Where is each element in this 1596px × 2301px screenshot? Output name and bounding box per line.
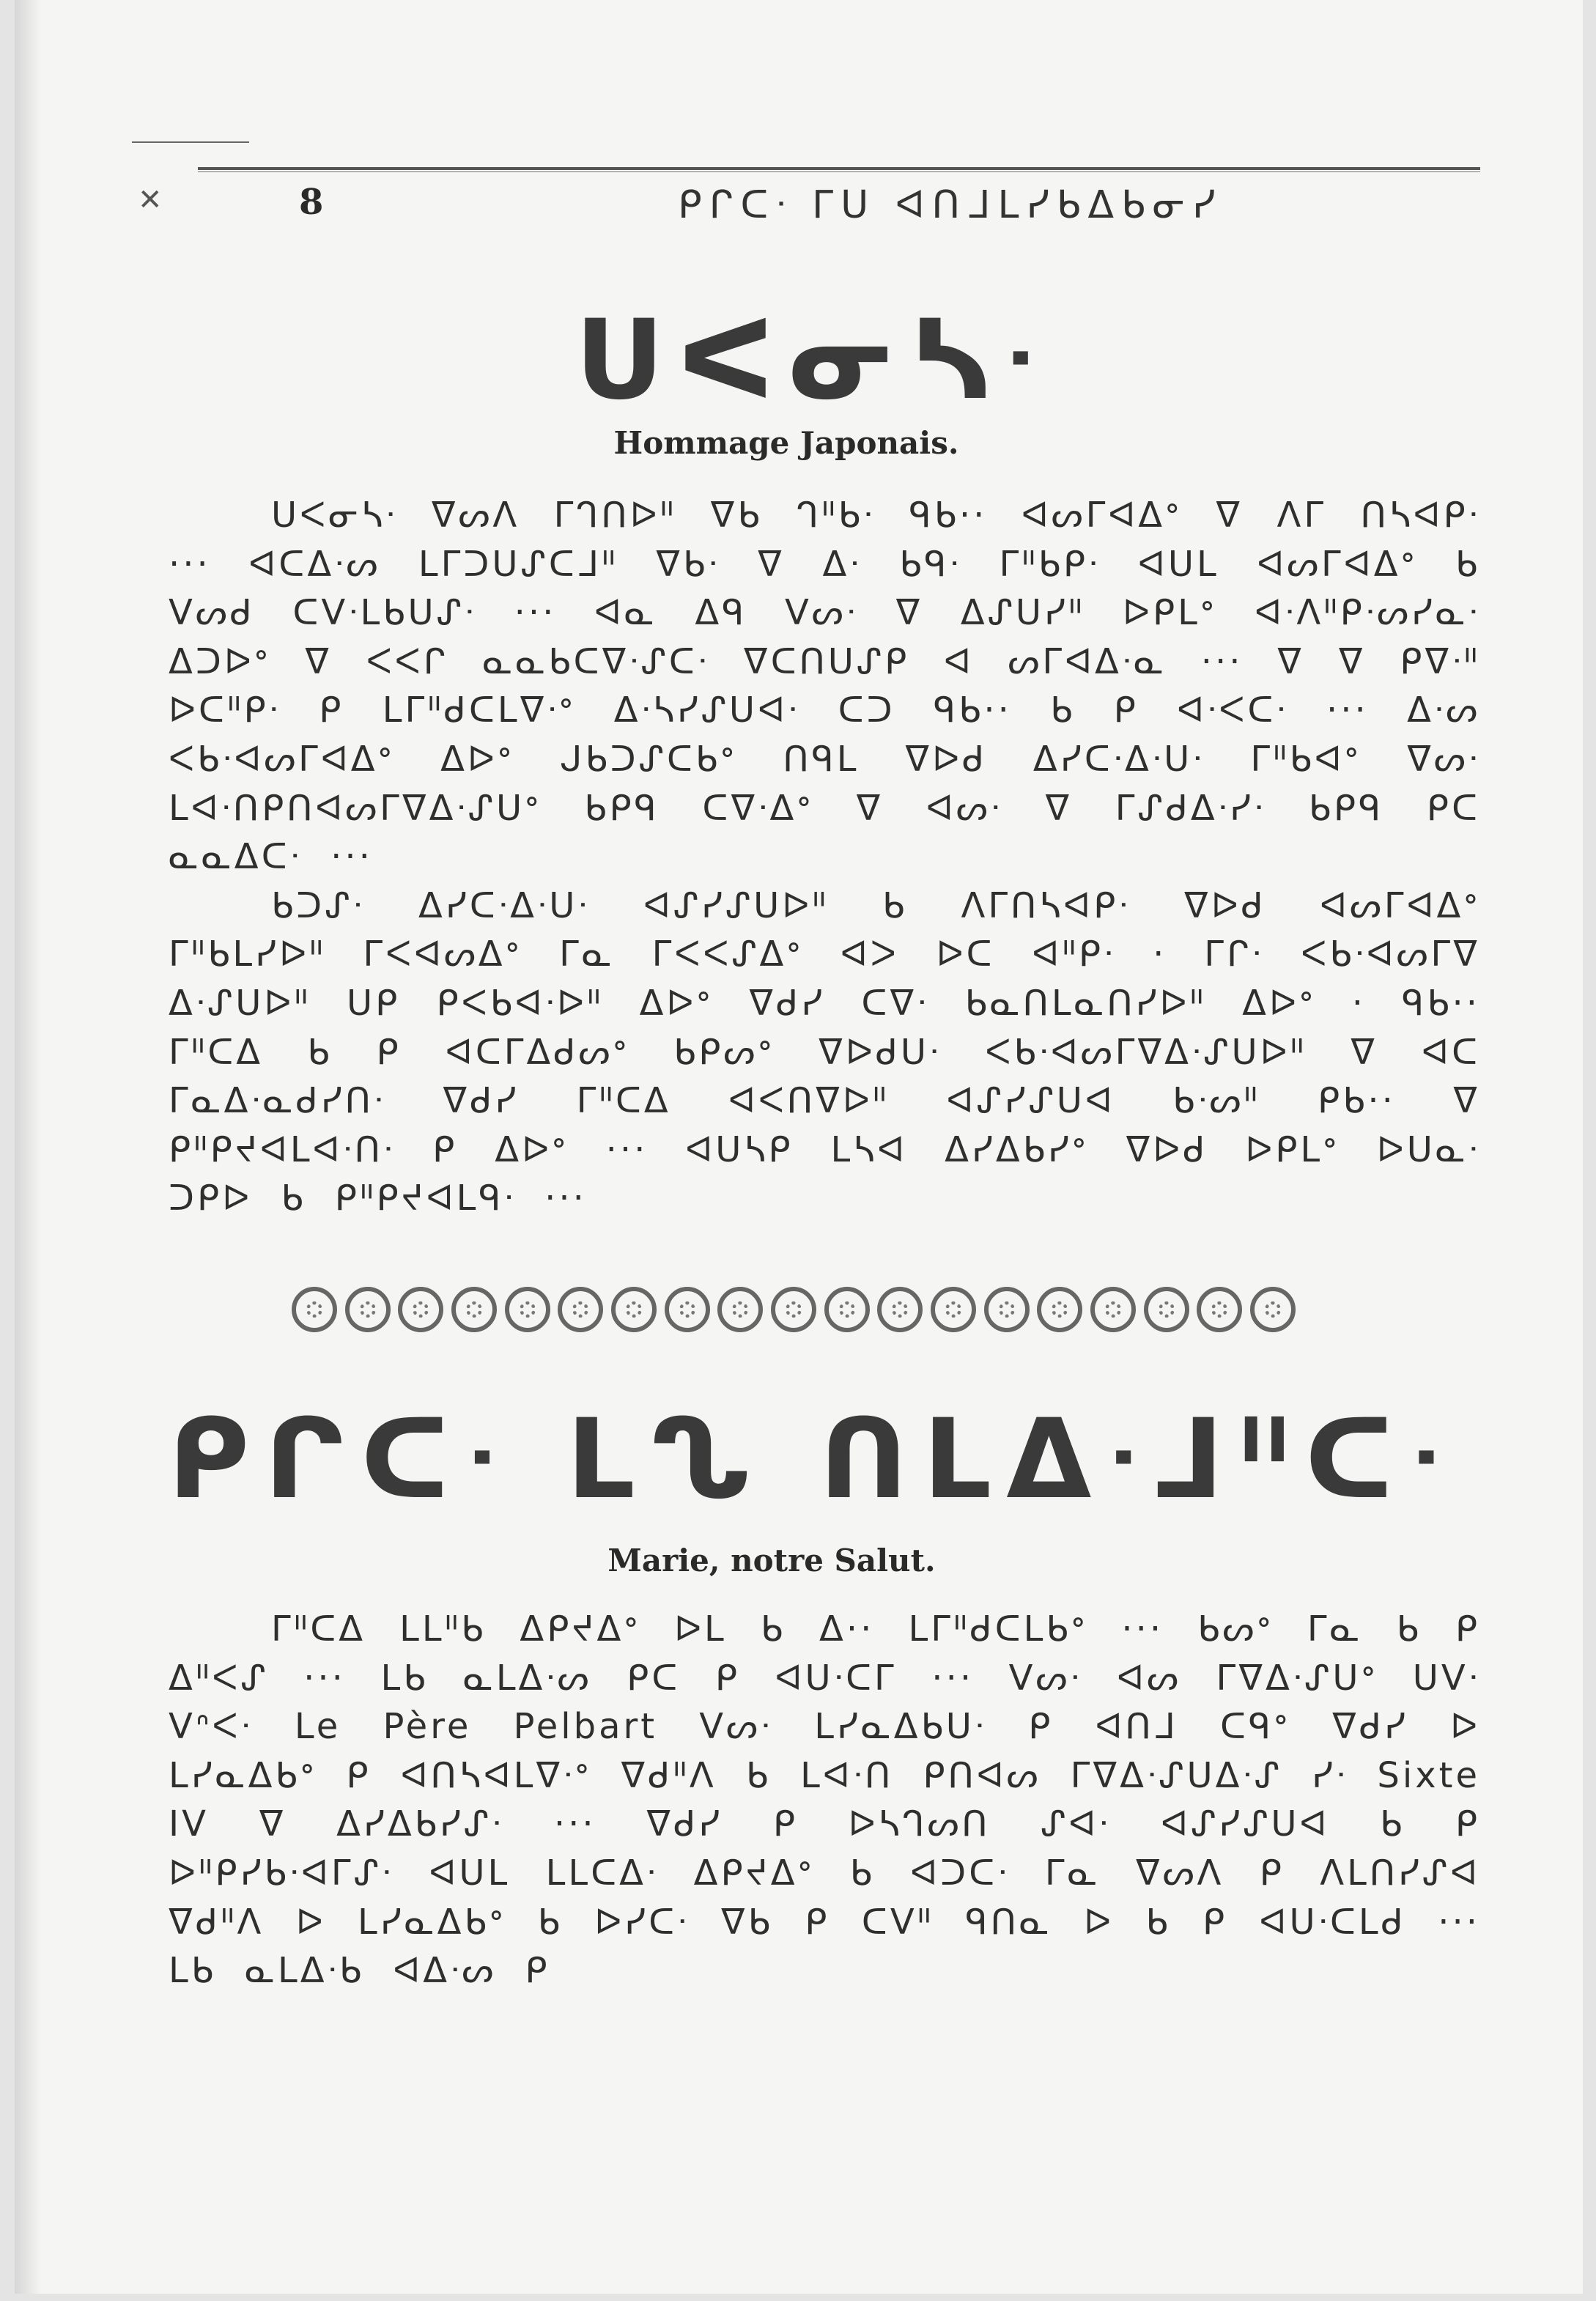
ornament-icon xyxy=(717,1287,763,1332)
ornament-icon xyxy=(292,1287,337,1332)
ornament-icon xyxy=(1144,1287,1189,1332)
ornament-icon xyxy=(1250,1287,1296,1332)
article-1-body xyxy=(169,491,1480,1223)
ornament-icon xyxy=(345,1287,391,1332)
ornament-icon xyxy=(398,1287,443,1332)
article-2-paragraph: ᒥᐦᑕᐃ ᒪᒪᐦᑲ ᐃᑭᔪᐃᐤ ᐅᒪ ᑲ ᐃ·· ᒪᒥᐦᑯᑕᒪᑲᐤ ··· ᑲᔕᐤ ᒥᓇ ᑲ ᑭ ᐃᐦᐸᔑ ··· ᒪᑲ ᓇᒪᐃᐧᔕ ᑭᑕ ᑭ ᐊᑌᐧᑕᒥ ··· ᐯᔕᐧ ᐊᔕ ᒥᐁᐃᐧᔑᑌᐤ ᑌᐯᐧ ᐯᐢᐸᐧ Le Père Pelbart ᐯᔕᐧ ᒪᓯᓇᐃᑲᑌᐧ ᑭ ᐊᑎᒧ ᑕᑫᐤ ᐁᑯᓯ ᐅ ᒪᓯᓇᐃᑲᐤ ᑭ ᐊᑎᓴᐊᒪᐁᐧᐤ ᐁᑯᐦᐱ ᑲ ᒪᐊᐧᑎ ᑭᑎᐊᔕ ᒥᐁᐃᐧᔑᑌᐃᐧᔑ ᓯᐧ Sixte IV ᐁ ᐃᓯᐃᑲᓯᔑᐧ ··· ᐁᑯᓯ ᑭ ᐅᓴᒉᔕᑎ ᔑᐊᐧ ᐊᔑᓯᔑᑌᐊ ᑲ ᑭ ᐅᐦᑭᓯᑲᐧᐊᒥᔑᐧ ᐊᑌᒪ ᒪᒪᑕᐃᐧ ᐃᑭᔪᐃᐤ ᑲ ᐊᑐᑕᐧ ᒥᓇ ᐁᔕᐱ ᑭ ᐱᒪᑎᓯᔑᐊ ᐁᑯᐦᐱ ᐅ ᒪᓯᓇᐃᑲᐤ ᑲ ᐅᓯᑕᐧ ᐁᑲ ᑭ ᑕᐯᐦ ᑫᑎᓇ ᐅ ᑲ ᑭ ᐊᑌᐧᑕᒪᑯ ··· ᒪᑲ ᓇᒪᐃᐧᑲ ᐊᐃᐧᔕ ᑭ xyxy=(169,1609,1480,1992)
article-2-title: ᑭᒋᑕᐧ ᒪᔐ ᑎᒪᐃᐧᒧᐦᑕᐧ xyxy=(167,1396,1458,1523)
page-mark-icon: ✕ xyxy=(138,183,163,217)
ornament-icon xyxy=(931,1287,976,1332)
ornament-icon xyxy=(877,1287,923,1332)
page-number: 8 xyxy=(299,182,324,223)
ornament-icon xyxy=(1037,1287,1082,1332)
running-head: ᑭᒋᑕᐧ ᒥᑌ ᐊᑎᒧᒪᓯᑲᐃᑲᓂᓯ xyxy=(678,183,1223,227)
article-1-title: ᑌᐸᓂᓴᐧ xyxy=(575,297,1051,424)
ornament-icon xyxy=(1197,1287,1242,1332)
ornament-icon xyxy=(665,1287,710,1332)
ornament-icon xyxy=(984,1287,1030,1332)
article-1-paragraph: ᑌᐸᓂᓴᐧ ᐁᔕᐱ ᒥᒉᑎᐅᐦ ᐁᑲ ᒉᐦᑲᐧ ᑫᑲ·· ᐊᔕᒥᐊᐃᐤ ᐁ ᐱᒥ ᑎᓴᐊᑭᐧ ··· ᐊᑕᐃᐧᔕ ᒪᒥᑐᑌᔑᑕᒧᐦ ᐁᑲᐧ ᐁ ᐃᐧ ᑲᑫᐧ ᒥᐦᑲᑭᐧ ᐊᑌᒪ ᐊᔕᒥᐊᐃᐤ ᑲ ᐯᔕᑯ ᑕᐯᐧᒪᑲᑌᔑᐧ ··· ᐊᓇ ᐃᑫ ᐯᔕᐧ ᐁ ᐃᔑᑌᓯᐦ ᐅᑭᒪᐤ ᐊᐧᐱᐦᑭᐧᔕᓯᓇᐧ ᐃᑐᐅᐤ ᐁ ᐸᐸᒋ ᓇᓇᑲᑕᐁᐧᔑᑕᐧ ᐁᑕᑎᑌᔑᑭ ᐊ ᔕᒥᐊᐃᐧᓇ ··· ᐁ ᐁ ᑭᐁᐧᐦ ᐅᑕᐦᑭᐧ ᑭ ᒪᒥᐦᑯᑕᒪᐁᐧᐤ ᐃᐧᓴᓯᔑᑌᐊᐧ ᑕᑐ ᑫᑲ·· ᑲ ᑭ ᐊᐧᐸᑕᐧ ··· ᐃᐧᔕ ᐸᑲᐧᐊᔕᒥᐊᐃᐤ ᐃᐅᐤ ᒍᑲᑐᔑᑕᑲᐤ ᑎᑫᒪ ᐁᐅᑯ ᐃᓯᑕᐧᐃᐧᑌᐧ ᒥᐦᑲᐊᐤ ᐁᔕᐧ ᒪᐊᐧᑎᑭᑎᐊᔕᒥᐁᐃᐧᔑᑌᐤ ᑲᑭᑫ ᑕᐁᐧᐃᐤ ᐁ ᐊᔕᐧ ᐁ ᒥᔑᑯᐃᐧᓯᐧ ᑲᑭᑫ ᑭᑕ ᓇᓇᐃᑕᐧ ··· xyxy=(169,495,1480,878)
ornament-icon xyxy=(824,1287,870,1332)
header-rule xyxy=(198,167,1480,172)
decorative-ornament-band xyxy=(292,1277,1296,1342)
ornament-icon xyxy=(1090,1287,1136,1332)
scanned-page xyxy=(15,0,1583,2294)
article-1-french-title: Hommage Japonais. xyxy=(613,425,959,461)
article-1-paragraph: ᑲᑐᔑᐧ ᐃᓯᑕᐧᐃᐧᑌᐧ ᐊᔑᓯᔑᑌᐅᐦ ᑲ ᐱᒥᑎᓴᐊᑭᐧ ᐁᐅᑯ ᐊᔕᒥᐊᐃᐤ ᒥᐦᑲᒪᓯᐅᐦ ᒥᐸᐊᔕᐃᐤ ᒥᓇ ᒥᐸᐸᔑᐃᐤ ᐊᐳ ᐅᑕ ᐊᐦᑭᐧ · ᒥᒋᐧ ᐸᑲᐧᐊᔕᒥᐁ ᐃᐧᔑᑌᐅᐦ ᑌᑭ ᑭᐸᑲᐊᐧᐅᐦ ᐃᐅᐤ ᐁᑯᓯ ᑕᐁᐧ ᑲᓇᑎᒪᓇᑎᓯᐅᐦ ᐃᐅᐤ · ᑫᑲ·· ᒥᐦᑕᐃ ᑲ ᑭ ᐊᑕᒥᐃᑯᔕᐤ ᑲᑭᔕᐤ ᐁᐅᑯᑌᐧ ᐸᑲᐧᐊᔕᒥᐁᐃᐧᔑᑌᐅᐦ ᐁ ᐊᑕ ᒥᓇᐃᐧᓇᑯᓯᑎᐧ ᐁᑯᓯ ᒥᐦᑕᐃ ᐊᐸᑎᐁᐅᐦ ᐊᔑᓯᔑᑌᐊ ᑲᐧᔕᐦ ᑭᑲ·· ᐁ ᑭᐦᑭᔪᐊᒪᐊᐧᑎᐧ ᑭ ᐃᐅᐤ ··· ᐊᑌᓴᑭ ᒪᓴᐊ ᐃᓯᐃᑲᓯᐤ ᐁᐅᑯ ᐅᑭᒪᐤ ᐅᑌᓇᐧ ᑐᑭᐅ ᑲ ᑭᐦᑭᔪᐊᒪᑫᐧ ··· xyxy=(169,884,1480,1219)
ornament-icon xyxy=(611,1287,657,1332)
ornament-icon xyxy=(451,1287,497,1332)
article-2-french-title: Marie, notre Salut. xyxy=(607,1543,936,1578)
article-2-body xyxy=(169,1605,1480,1995)
header-rule-fragment xyxy=(132,141,249,143)
ornament-icon xyxy=(558,1287,603,1332)
ornament-icon xyxy=(505,1287,550,1332)
ornament-icon xyxy=(771,1287,816,1332)
